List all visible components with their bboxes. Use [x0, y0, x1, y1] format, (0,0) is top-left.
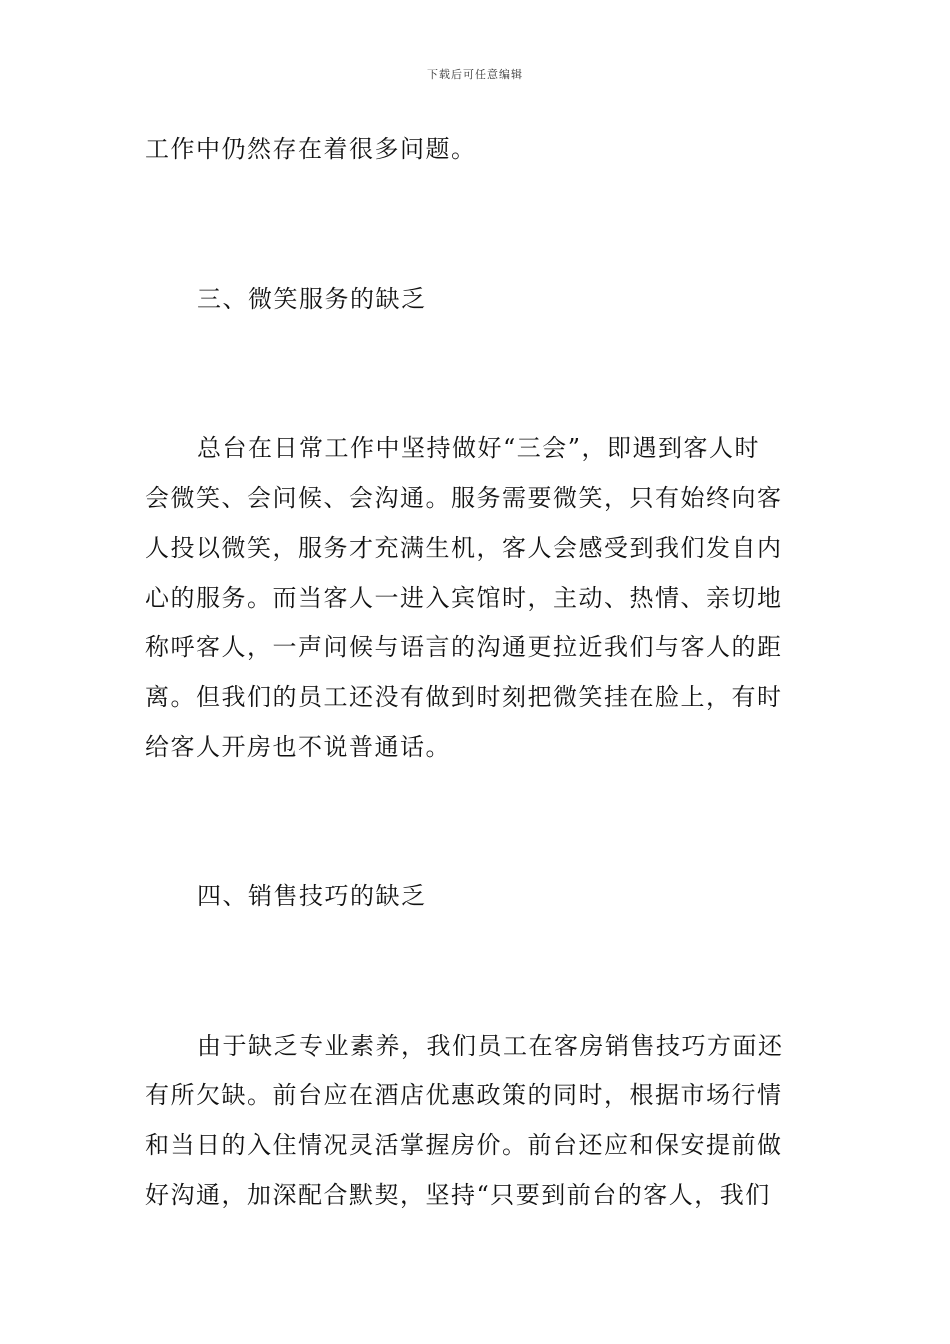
section-3-body-line: 称呼客人，一声问候与语言的沟通更拉近我们与客人的距 — [145, 633, 783, 661]
section-3-body-line: 给客人开房也不说普通话。 — [145, 733, 451, 761]
section-4-body-line: 有所欠缺。前台应在酒店优惠政策的同时，根据市场行情 — [145, 1081, 783, 1109]
section-3-body-line: 总台在日常工作中坚持做好“三会”，即遇到客人时 — [197, 434, 761, 462]
page-header-note: 下载后可任意编辑 — [427, 68, 523, 81]
section-3-heading: 三、微笑服务的缺乏 — [197, 285, 427, 313]
section-3-body-line: 会微笑、会问候、会沟通。服务需要微笑，只有始终向客 — [145, 484, 783, 512]
section-4-body-line: 由于缺乏专业素养，我们员工在客房销售技巧方面还 — [197, 1032, 784, 1060]
intro-tail-line: 工作中仍然存在着很多问题。 — [145, 135, 477, 163]
section-4-heading: 四、销售技巧的缺乏 — [197, 882, 427, 910]
section-3-body-line: 离。但我们的员工还没有做到时刻把微笑挂在脸上，有时 — [145, 683, 783, 711]
section-3-body-line: 人投以微笑，服务才充满生机，客人会感受到我们发自内 — [145, 534, 783, 562]
section-4-body-line: 好沟通，加深配合默契，坚持“只要到前台的客人，我们 — [145, 1181, 771, 1209]
section-3-body-line: 心的服务。而当客人一进入宾馆时，主动、热情、亲切地 — [145, 584, 783, 612]
section-4-body-line: 和当日的入住情况灵活掌握房价。前台还应和保安提前做 — [145, 1131, 783, 1159]
